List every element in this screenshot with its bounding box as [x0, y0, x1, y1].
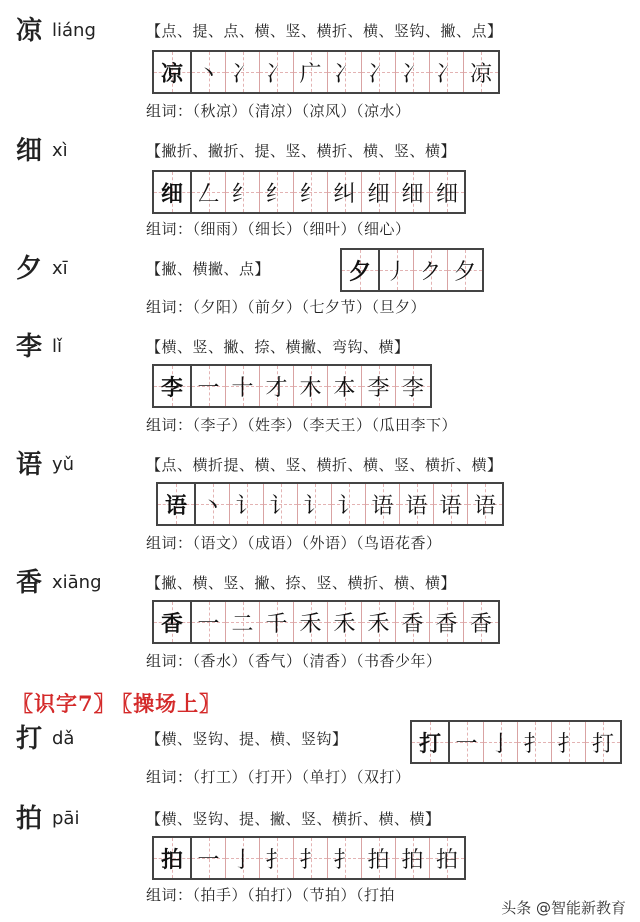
grid-cell-glyph: 语 [164, 493, 187, 519]
grid-cell-stroke-step [396, 366, 430, 406]
stroke-grid [152, 836, 466, 880]
grid-cell-glyph: 语 [439, 493, 462, 519]
lesson-number: 〖识字7〗 [12, 691, 116, 716]
stroke-order-text: 【横、竖钩、提、撇、竖、横折、横、横】 [146, 810, 441, 828]
grid-cell-glyph: 纟 [231, 181, 254, 207]
stroke-grid [152, 170, 466, 214]
grid-cell-stroke-step [192, 172, 226, 212]
grid-cell-stroke-step [226, 52, 260, 92]
entry-character: 凉 [16, 16, 43, 46]
stroke-order-text: 【撇折、撇折、提、竖、横折、横、竖、横】 [146, 142, 457, 160]
grid-cell-full-character [342, 250, 380, 290]
entry-character: 夕 [16, 254, 43, 284]
entry-character: 李 [16, 332, 43, 362]
grid-cell-stroke-step [294, 52, 328, 92]
grid-cell-glyph: 丶 [197, 61, 220, 87]
grid-cell-stroke-step [400, 484, 434, 524]
grid-cell-glyph: 冫 [367, 61, 390, 87]
grid-cell-glyph: 拍 [435, 847, 458, 873]
entry-character: 拍 [16, 804, 43, 834]
grid-cell-glyph: 亅 [489, 731, 512, 757]
entry-pinyin: xì [52, 140, 68, 161]
grid-cell-stroke-step [434, 484, 468, 524]
grid-cell-stroke-step [362, 52, 396, 92]
grid-cell-stroke-step [260, 52, 294, 92]
grid-cell-glyph: 讠 [235, 493, 258, 519]
grid-cell-stroke-step [430, 172, 464, 212]
grid-cell-glyph: 纟 [299, 181, 322, 207]
grid-cell-stroke-step [196, 484, 230, 524]
lesson-title [12, 688, 227, 718]
grid-cell-stroke-step [396, 172, 430, 212]
grid-cell-full-character [154, 602, 192, 642]
grid-cell-stroke-step [430, 838, 464, 878]
grid-cell-glyph: 丿 [385, 259, 408, 285]
grid-cell-glyph: 香 [435, 611, 458, 637]
grid-cell-stroke-step [380, 250, 414, 290]
grid-cell-stroke-step [264, 484, 298, 524]
grid-cell-stroke-step [552, 722, 586, 762]
word-group: 组词：（李子）（姓李）（李天王）（瓜田李下） [146, 416, 458, 434]
word-group: 组词：（拍手）（拍打）（节拍）（打拍 [146, 886, 396, 904]
grid-cell-stroke-step [226, 366, 260, 406]
entry-character: 香 [16, 568, 43, 598]
grid-cell-glyph: 十 [231, 375, 254, 401]
entry-character: 打 [16, 724, 43, 754]
grid-cell-stroke-step [464, 52, 498, 92]
grid-cell-glyph: 千 [265, 611, 288, 637]
grid-cell-stroke-step [328, 172, 362, 212]
grid-cell-stroke-step [230, 484, 264, 524]
grid-cell-glyph: 打 [418, 731, 441, 757]
grid-cell-glyph: 细 [160, 181, 183, 207]
grid-cell-glyph: 语 [405, 493, 428, 519]
grid-cell-stroke-step [328, 838, 362, 878]
grid-cell-stroke-step [192, 602, 226, 642]
entry-pinyin: lǐ [52, 336, 63, 357]
grid-cell-stroke-step [448, 250, 482, 290]
entry-pinyin: pāi [52, 808, 80, 829]
grid-cell-stroke-step [192, 366, 226, 406]
grid-cell-stroke-step [396, 602, 430, 642]
grid-cell-glyph: 扌 [299, 847, 322, 873]
grid-cell-glyph: 冫 [401, 61, 424, 87]
stroke-grid [340, 248, 484, 292]
stroke-order-text: 【点、横折提、横、竖、横折、横、竖、横折、横】 [146, 456, 503, 474]
grid-cell-stroke-step [414, 250, 448, 290]
word-group: 组词：（语文）（成语）（外语）（鸟语花香） [146, 534, 442, 552]
grid-cell-glyph: 香 [401, 611, 424, 637]
grid-cell-glyph: 禾 [367, 611, 390, 637]
grid-cell-glyph: 𠃋 [197, 181, 220, 207]
grid-cell-glyph: 扌 [557, 731, 580, 757]
grid-cell-glyph: 细 [435, 181, 458, 207]
grid-cell-stroke-step [294, 838, 328, 878]
grid-cell-stroke-step [484, 722, 518, 762]
stroke-order-text: 【横、竖、撇、捺、横撇、弯钩、横】 [146, 338, 410, 356]
grid-cell-glyph: 一 [197, 847, 220, 873]
stroke-grid [156, 482, 504, 526]
grid-cell-stroke-step [328, 602, 362, 642]
grid-cell-stroke-step [260, 602, 294, 642]
grid-cell-glyph: 李 [401, 375, 424, 401]
grid-cell-glyph: 香 [469, 611, 492, 637]
grid-cell-stroke-step [362, 366, 396, 406]
grid-cell-stroke-step [226, 172, 260, 212]
grid-cell-stroke-step [226, 602, 260, 642]
grid-cell-stroke-step [192, 52, 226, 92]
grid-cell-stroke-step [332, 484, 366, 524]
grid-cell-glyph: 才 [265, 375, 288, 401]
grid-cell-glyph: 冫 [231, 61, 254, 87]
grid-cell-stroke-step [328, 52, 362, 92]
grid-cell-stroke-step [294, 602, 328, 642]
grid-cell-stroke-step [260, 838, 294, 878]
grid-cell-full-character [154, 366, 192, 406]
grid-cell-glyph: 打 [591, 731, 614, 757]
grid-cell-stroke-step [362, 838, 396, 878]
grid-cell-glyph: 凉 [160, 61, 183, 87]
grid-cell-glyph: 本 [333, 375, 356, 401]
grid-cell-glyph: 二 [231, 611, 254, 637]
grid-cell-full-character [154, 172, 192, 212]
grid-cell-glyph: 冫 [333, 61, 356, 87]
stroke-grid [152, 600, 500, 644]
grid-cell-stroke-step [396, 52, 430, 92]
grid-cell-full-character [158, 484, 196, 524]
grid-cell-stroke-step [464, 602, 498, 642]
word-group: 组词：（细雨）（细长）（细叶）（细心） [146, 220, 411, 238]
grid-cell-glyph: 细 [367, 181, 390, 207]
grid-cell-stroke-step [362, 602, 396, 642]
stroke-order-text: 【撇、横撇、点】 [146, 260, 271, 278]
grid-cell-stroke-step [430, 602, 464, 642]
grid-cell-glyph: 语 [371, 493, 394, 519]
grid-cell-glyph: 夕 [348, 259, 371, 285]
stroke-order-text: 【横、竖钩、提、横、竖钩】 [146, 730, 348, 748]
grid-cell-glyph: 一 [197, 375, 220, 401]
grid-cell-glyph: 凉 [469, 61, 492, 87]
stroke-grid [152, 50, 500, 94]
grid-cell-glyph: 语 [473, 493, 496, 519]
grid-cell-stroke-step [294, 172, 328, 212]
lesson-name: 〖操场上〗 [121, 691, 222, 716]
grid-cell-glyph: 香 [160, 611, 183, 637]
stroke-grid [410, 720, 622, 764]
grid-cell-stroke-step [192, 838, 226, 878]
grid-cell-glyph: 拍 [160, 847, 183, 873]
grid-cell-stroke-step [362, 172, 396, 212]
grid-cell-glyph: 李 [367, 375, 390, 401]
grid-cell-glyph: 扌 [333, 847, 356, 873]
grid-cell-glyph: 禾 [333, 611, 356, 637]
grid-cell-glyph: 冫 [265, 61, 288, 87]
grid-cell-glyph: 纠 [333, 181, 356, 207]
grid-cell-full-character [154, 52, 192, 92]
grid-cell-stroke-step [294, 366, 328, 406]
grid-cell-full-character [154, 838, 192, 878]
grid-cell-glyph: 木 [299, 375, 322, 401]
grid-cell-glyph: 讠 [269, 493, 292, 519]
grid-cell-stroke-step [366, 484, 400, 524]
word-group: 组词：（打工）（打开）（单打）（双打） [146, 768, 411, 786]
grid-cell-glyph: 纟 [265, 181, 288, 207]
grid-cell-glyph: 禾 [299, 611, 322, 637]
stroke-grid [152, 364, 432, 408]
grid-cell-glyph: 一 [455, 731, 478, 757]
grid-cell-glyph: 讠 [303, 493, 326, 519]
grid-cell-glyph: 扌 [523, 731, 546, 757]
entry-pinyin: liáng [52, 20, 96, 41]
grid-cell-stroke-step [226, 838, 260, 878]
stroke-order-text: 【撇、横、竖、撇、捺、竖、横折、横、横】 [146, 574, 457, 592]
grid-cell-stroke-step [396, 838, 430, 878]
grid-cell-glyph: 夕 [453, 259, 476, 285]
word-group: 组词：（香水）（香气）（清香）（书香少年） [146, 652, 442, 670]
grid-cell-glyph: 拍 [367, 847, 390, 873]
grid-cell-glyph: 亅 [231, 847, 254, 873]
grid-cell-glyph: 冫 [435, 61, 458, 87]
grid-cell-stroke-step [260, 172, 294, 212]
grid-cell-glyph: 一 [197, 611, 220, 637]
grid-cell-glyph: ク [419, 259, 442, 285]
grid-cell-stroke-step [260, 366, 294, 406]
grid-cell-stroke-step [586, 722, 620, 762]
entry-character: 细 [16, 136, 43, 166]
grid-cell-stroke-step [518, 722, 552, 762]
grid-cell-glyph: 扌 [265, 847, 288, 873]
entry-pinyin: yǔ [52, 454, 75, 475]
grid-cell-stroke-step [468, 484, 502, 524]
grid-cell-stroke-step [450, 722, 484, 762]
grid-cell-full-character [412, 722, 450, 762]
grid-cell-glyph: 拍 [401, 847, 424, 873]
word-group: 组词：（夕阳）（前夕）（七夕节）（旦夕） [146, 298, 427, 316]
entry-pinyin: xī [52, 258, 68, 279]
entry-pinyin: dǎ [52, 728, 75, 749]
grid-cell-glyph: 李 [160, 375, 183, 401]
word-group: 组词：（秋凉）（清凉）（凉风）（凉水） [146, 102, 411, 120]
entry-pinyin: xiāng [52, 572, 102, 593]
grid-cell-stroke-step [298, 484, 332, 524]
grid-cell-glyph: 广 [299, 61, 322, 87]
stroke-order-text: 【点、提、点、横、竖、横折、横、竖钩、撇、点】 [146, 22, 503, 40]
grid-cell-glyph: 讠 [337, 493, 360, 519]
grid-cell-glyph: 丶 [201, 493, 224, 519]
grid-cell-glyph: 细 [401, 181, 424, 207]
grid-cell-stroke-step [430, 52, 464, 92]
watermark: 头条 @智能新教育 [501, 899, 626, 917]
entry-character: 语 [16, 450, 43, 480]
grid-cell-stroke-step [328, 366, 362, 406]
